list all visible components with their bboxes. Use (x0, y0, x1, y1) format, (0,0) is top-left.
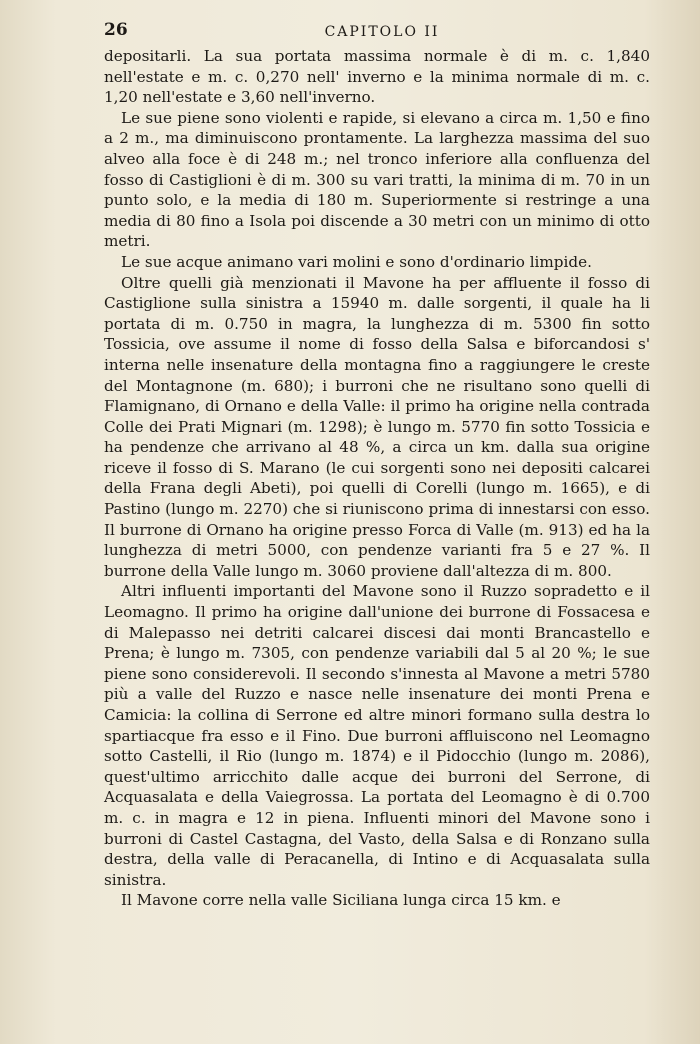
paragraph: Oltre quelli già menzionati il Mavone ha per affluente il fosso di Castiglione sulla sinistra a 15940 m. dalle sorgenti, il quale ha li portata di m. 0.750 in magra, la lunghezza di m. 5300 fin sotto Tossicia, ove assume il nome di fosso della Salsa e biforcandosi s' interna nelle insenature della montagna fino a raggiungere le creste del Montagnone (m. 680); i burroni che ne risultano sono quelli di Flamignano, di Ornano e della Valle: il primo ha origine nella contrada Colle dei Prati Mignari (m. 1298); è lungo m. 5770 fin sotto Tossicia e ha pendenze che arrivano al 48 %, a circa un km. dalla sua origine riceve il fosso di S. Marano (le cui sorgenti sono nei depositi calcarei della Frana degli Abeti), poi quelli di Corelli (lungo m. 1665), e di Pastino (lungo m. 2270) che si riuniscono prima di innestarsi con esso. Il burrone di Ornano ha origine presso Forca di Valle (m. 913) ed ha la lunghezza di metri 5000, con pendenze varianti fra 5 e 27 %. Il burrone della Valle lungo m. 3060 proviene dall'altezza di m. 800. (104, 273, 650, 580)
paragraph: Le sue piene sono violenti e rapide, si elevano a circa m. 1,50 e fino a 2 m., ma diminuiscono prontamente. La larghezza massima del suo alveo alla foce è di 248 m.; nel tronco inferiore alla confluenza del fosso di Castiglioni è di m. 300 su vari tratti, la minima di m. 70 in un punto solo, e la media di 180 m. Superiormente si restringe a una media di 80 fino a Isola poi discende a 30 metri con un minimo di otto metri. (104, 108, 650, 251)
paragraph: Il Mavone corre nella valle Siciliana lunga circa 15 km. e (121, 891, 561, 910)
running-title: CAPITOLO II (324, 24, 440, 40)
paragraph: depositarli. La sua portata massima normale è di m. c. 1,840 nell'estate e m. c. 0,270 nell' inverno e la minima normale di m. c. 1,20 nell'estate e 3,60 nell'inverno. (104, 47, 650, 107)
page-number: 26 (104, 20, 128, 40)
paragraph: Le sue acque animano vari molini e sono d'ordinario limpide. (121, 252, 592, 271)
page-header (104, 20, 660, 44)
paragraph: Altri influenti importanti del Mavone sono il Ruzzo sopradetto e il Leomagno. Il primo ha origine dall'unione dei burrone di Fossacesa e di Malepasso nei detriti calcarei discesi dai monti Brancastello e Prena; è lungo m. 7305, con pendenze variabili dal 5 al 20 %; le sue piene sono considerevoli. Il secondo s'innesta al Mavone a metri 5780 più a valle del Ruzzo e nasce nelle insenature dei monti Prena e Camicia: la collina di Serrone ed altre minori formano sulla destra lo spartiacque fra esso e il Fino. Due burroni affluiscono nel Leomagno sotto Castelli, il Rio (lungo m. 1874) e il Pidocchio (lungo m. 2086), quest'ultimo arricchito dalle acque dei burroni del Serrone, di Acquasalata e della Vaiegrossa. La portata del Leomagno è di 0.700 m. c. in magra e 12 in piena. Influenti minori del Mavone sono i burroni di Castel Castagna, del Vasto, della Salsa e di Ronzano sulla destra, della valle di Peracanella, di Intino e di Acquasalata sulla sinistra. (104, 582, 650, 889)
body-text (104, 46, 650, 911)
